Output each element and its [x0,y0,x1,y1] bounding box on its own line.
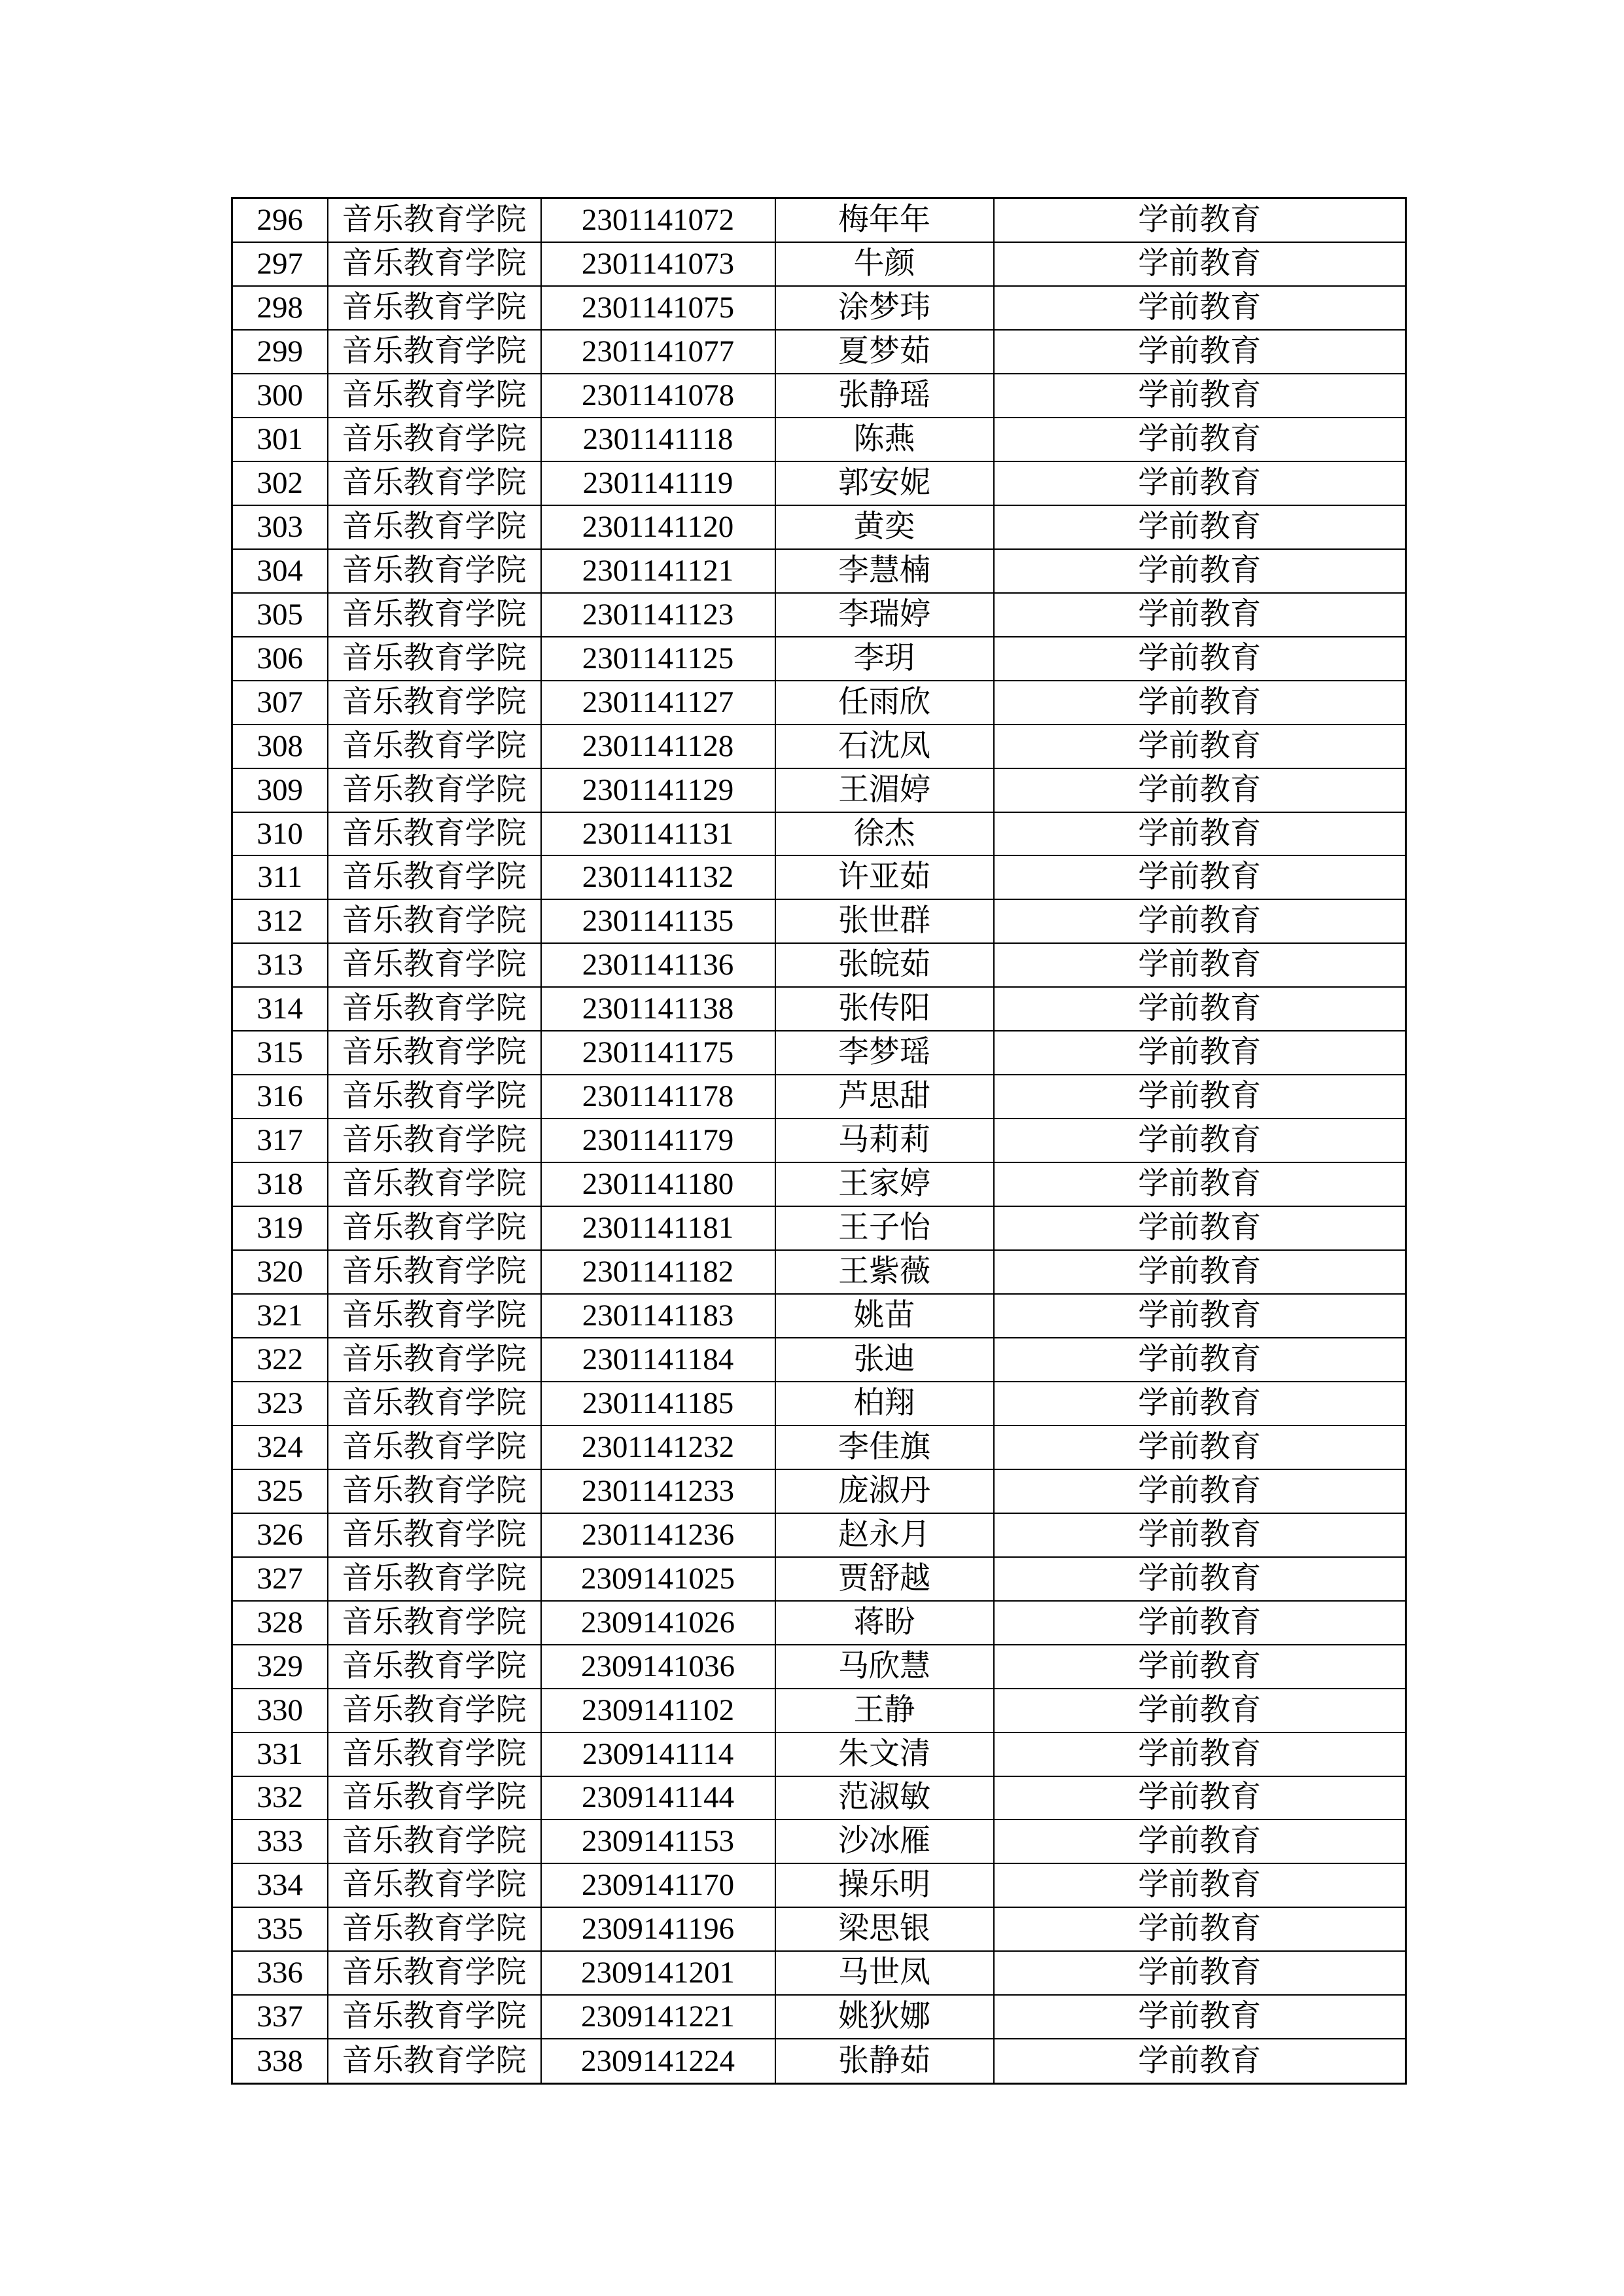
cell-major: 学前教育 [994,1294,1406,1338]
table-row [232,1732,1406,1776]
cell-major: 学前教育 [994,1206,1406,1250]
table-row [232,943,1406,987]
cell-seq: 304 [232,549,328,593]
cell-college: 音乐教育学院 [328,374,541,418]
table-row [232,1557,1406,1601]
cell-college: 音乐教育学院 [328,812,541,856]
cell-major: 学前教育 [994,505,1406,549]
cell-college: 音乐教育学院 [328,1776,541,1820]
cell-major: 学前教育 [994,812,1406,856]
cell-college: 音乐教育学院 [328,768,541,812]
table-row [232,1645,1406,1689]
table-row [232,1250,1406,1294]
cell-seq: 317 [232,1119,328,1162]
cell-college: 音乐教育学院 [328,637,541,681]
table-row [232,1469,1406,1513]
cell-student-id: 2301141180 [541,1162,775,1206]
cell-seq: 329 [232,1645,328,1689]
cell-major: 学前教育 [994,1689,1406,1732]
cell-student-id: 2301141129 [541,768,775,812]
cell-major: 学前教育 [994,1250,1406,1294]
table-row [232,1689,1406,1732]
cell-seq: 297 [232,242,328,286]
cell-student-id: 2301141075 [541,286,775,330]
cell-seq: 300 [232,374,328,418]
cell-student-id: 2301141072 [541,198,775,243]
cell-college: 音乐教育学院 [328,1513,541,1557]
cell-college: 音乐教育学院 [328,330,541,374]
cell-name: 姚苗 [775,1294,994,1338]
cell-student-id: 2301141182 [541,1250,775,1294]
table-row [232,1907,1406,1951]
cell-student-id: 2301141073 [541,242,775,286]
cell-college: 音乐教育学院 [328,725,541,768]
table-row [232,549,1406,593]
cell-student-id: 2301141127 [541,681,775,725]
cell-student-id: 2301141077 [541,330,775,374]
cell-seq: 330 [232,1689,328,1732]
cell-major: 学前教育 [994,637,1406,681]
cell-name: 姚狄娜 [775,1995,994,2039]
cell-major: 学前教育 [994,1031,1406,1075]
cell-student-id: 2309141144 [541,1776,775,1820]
table-row [232,2039,1406,2083]
cell-seq: 333 [232,1820,328,1863]
cell-seq: 312 [232,899,328,943]
cell-student-id: 2301141184 [541,1338,775,1382]
cell-college: 音乐教育学院 [328,549,541,593]
cell-major: 学前教育 [994,768,1406,812]
cell-name: 李慧楠 [775,549,994,593]
cell-student-id: 2301141136 [541,943,775,987]
cell-college: 音乐教育学院 [328,2039,541,2083]
cell-name: 张静茹 [775,2039,994,2083]
cell-college: 音乐教育学院 [328,1031,541,1075]
cell-name: 王静 [775,1689,994,1732]
cell-seq: 324 [232,1426,328,1469]
cell-major: 学前教育 [994,1995,1406,2039]
cell-major: 学前教育 [994,855,1406,899]
cell-major: 学前教育 [994,1907,1406,1951]
cell-college: 音乐教育学院 [328,1951,541,1995]
cell-major: 学前教育 [994,549,1406,593]
cell-name: 郭安妮 [775,461,994,505]
cell-college: 音乐教育学院 [328,505,541,549]
cell-name: 梅年年 [775,198,994,243]
cell-student-id: 2309141224 [541,2039,775,2083]
table-row [232,725,1406,768]
cell-major: 学前教育 [994,418,1406,461]
cell-student-id: 2309141036 [541,1645,775,1689]
cell-major: 学前教育 [994,1162,1406,1206]
table-row [232,987,1406,1031]
cell-college: 音乐教育学院 [328,1426,541,1469]
cell-student-id: 2301141135 [541,899,775,943]
cell-major: 学前教育 [994,1426,1406,1469]
table-row [232,374,1406,418]
cell-major: 学前教育 [994,1863,1406,1907]
cell-major: 学前教育 [994,1645,1406,1689]
cell-name: 涂梦玮 [775,286,994,330]
table-row [232,418,1406,461]
cell-name: 梁思银 [775,1907,994,1951]
cell-seq: 313 [232,943,328,987]
table-row [232,1294,1406,1338]
cell-seq: 322 [232,1338,328,1382]
table-row [232,1513,1406,1557]
cell-seq: 321 [232,1294,328,1338]
cell-name: 马莉莉 [775,1119,994,1162]
cell-name: 王紫薇 [775,1250,994,1294]
cell-seq: 307 [232,681,328,725]
cell-major: 学前教育 [994,1075,1406,1119]
cell-seq: 320 [232,1250,328,1294]
cell-name: 夏梦茹 [775,330,994,374]
student-roster-body [232,198,1406,2084]
table-row [232,1338,1406,1382]
cell-college: 音乐教育学院 [328,1162,541,1206]
cell-major: 学前教育 [994,242,1406,286]
table-row [232,855,1406,899]
table-row [232,1601,1406,1645]
cell-seq: 306 [232,637,328,681]
cell-college: 音乐教育学院 [328,899,541,943]
cell-major: 学前教育 [994,461,1406,505]
cell-major: 学前教育 [994,374,1406,418]
cell-student-id: 2309141114 [541,1732,775,1776]
cell-name: 柏翔 [775,1382,994,1426]
cell-college: 音乐教育学院 [328,1863,541,1907]
cell-student-id: 2301141179 [541,1119,775,1162]
cell-name: 陈燕 [775,418,994,461]
cell-major: 学前教育 [994,1951,1406,1995]
cell-student-id: 2301141175 [541,1031,775,1075]
cell-name: 李梦瑶 [775,1031,994,1075]
table-row [232,286,1406,330]
cell-student-id: 2301141138 [541,987,775,1031]
student-roster-table [231,197,1407,2085]
cell-seq: 309 [232,768,328,812]
cell-name: 范淑敏 [775,1776,994,1820]
table-row [232,593,1406,637]
cell-name: 王家婷 [775,1162,994,1206]
table-row [232,1206,1406,1250]
cell-name: 芦思甜 [775,1075,994,1119]
cell-college: 音乐教育学院 [328,1075,541,1119]
table-row [232,1426,1406,1469]
cell-college: 音乐教育学院 [328,418,541,461]
cell-college: 音乐教育学院 [328,1645,541,1689]
cell-college: 音乐教育学院 [328,1250,541,1294]
cell-college: 音乐教育学院 [328,198,541,243]
cell-college: 音乐教育学院 [328,461,541,505]
table-row [232,1075,1406,1119]
cell-major: 学前教育 [994,1382,1406,1426]
cell-college: 音乐教育学院 [328,1469,541,1513]
cell-student-id: 2301141128 [541,725,775,768]
cell-name: 李佳旗 [775,1426,994,1469]
table-row [232,330,1406,374]
cell-seq: 302 [232,461,328,505]
table-row [232,1995,1406,2039]
cell-seq: 335 [232,1907,328,1951]
cell-name: 张皖茹 [775,943,994,987]
cell-student-id: 2301141185 [541,1382,775,1426]
cell-name: 马欣慧 [775,1645,994,1689]
cell-college: 音乐教育学院 [328,1689,541,1732]
cell-college: 音乐教育学院 [328,1338,541,1382]
cell-seq: 299 [232,330,328,374]
cell-student-id: 2309141153 [541,1820,775,1863]
cell-seq: 305 [232,593,328,637]
cell-name: 牛颜 [775,242,994,286]
cell-major: 学前教育 [994,330,1406,374]
cell-seq: 326 [232,1513,328,1557]
cell-college: 音乐教育学院 [328,943,541,987]
table-row [232,1382,1406,1426]
cell-seq: 315 [232,1031,328,1075]
cell-student-id: 2301141181 [541,1206,775,1250]
table-row [232,242,1406,286]
cell-name: 王子怡 [775,1206,994,1250]
table-row [232,681,1406,725]
cell-student-id: 2301141125 [541,637,775,681]
cell-name: 张迪 [775,1338,994,1382]
cell-student-id: 2309141102 [541,1689,775,1732]
cell-college: 音乐教育学院 [328,1601,541,1645]
cell-seq: 328 [232,1601,328,1645]
cell-student-id: 2309141170 [541,1863,775,1907]
cell-name: 徐杰 [775,812,994,856]
cell-student-id: 2301141078 [541,374,775,418]
cell-seq: 338 [232,2039,328,2083]
cell-student-id: 2301141232 [541,1426,775,1469]
cell-major: 学前教育 [994,1601,1406,1645]
cell-college: 音乐教育学院 [328,855,541,899]
cell-major: 学前教育 [994,1557,1406,1601]
cell-college: 音乐教育学院 [328,1206,541,1250]
cell-major: 学前教育 [994,1776,1406,1820]
cell-name: 李瑞婷 [775,593,994,637]
cell-college: 音乐教育学院 [328,1382,541,1426]
cell-student-id: 2309141201 [541,1951,775,1995]
cell-college: 音乐教育学院 [328,286,541,330]
cell-seq: 308 [232,725,328,768]
table-row [232,812,1406,856]
cell-seq: 298 [232,286,328,330]
cell-name: 朱文清 [775,1732,994,1776]
cell-seq: 331 [232,1732,328,1776]
cell-major: 学前教育 [994,725,1406,768]
table-row [232,1951,1406,1995]
cell-name: 任雨欣 [775,681,994,725]
cell-major: 学前教育 [994,681,1406,725]
cell-name: 贾舒越 [775,1557,994,1601]
table-row [232,461,1406,505]
cell-student-id: 2301141120 [541,505,775,549]
cell-major: 学前教育 [994,286,1406,330]
table-row [232,198,1406,243]
cell-student-id: 2301141121 [541,549,775,593]
table-row [232,1119,1406,1162]
cell-student-id: 2309141196 [541,1907,775,1951]
cell-name: 张传阳 [775,987,994,1031]
cell-major: 学前教育 [994,1820,1406,1863]
cell-name: 马世凤 [775,1951,994,1995]
cell-seq: 336 [232,1951,328,1995]
cell-major: 学前教育 [994,1119,1406,1162]
cell-seq: 314 [232,987,328,1031]
cell-major: 学前教育 [994,1513,1406,1557]
cell-seq: 327 [232,1557,328,1601]
cell-student-id: 2301141178 [541,1075,775,1119]
cell-seq: 325 [232,1469,328,1513]
cell-name: 王湄婷 [775,768,994,812]
cell-seq: 337 [232,1995,328,2039]
cell-seq: 319 [232,1206,328,1250]
cell-name: 张静瑶 [775,374,994,418]
table-row [232,1162,1406,1206]
cell-college: 音乐教育学院 [328,1557,541,1601]
cell-name: 张世群 [775,899,994,943]
cell-student-id: 2301141132 [541,855,775,899]
cell-major: 学前教育 [994,1338,1406,1382]
cell-student-id: 2309141026 [541,1601,775,1645]
cell-seq: 318 [232,1162,328,1206]
cell-major: 学前教育 [994,198,1406,243]
cell-major: 学前教育 [994,593,1406,637]
cell-major: 学前教育 [994,987,1406,1031]
cell-name: 赵永月 [775,1513,994,1557]
cell-seq: 301 [232,418,328,461]
cell-seq: 332 [232,1776,328,1820]
cell-student-id: 2309141025 [541,1557,775,1601]
cell-college: 音乐教育学院 [328,593,541,637]
cell-student-id: 2301141119 [541,461,775,505]
table-row [232,768,1406,812]
cell-major: 学前教育 [994,2039,1406,2083]
cell-seq: 334 [232,1863,328,1907]
cell-student-id: 2301141123 [541,593,775,637]
cell-college: 音乐教育学院 [328,1820,541,1863]
cell-student-id: 2301141131 [541,812,775,856]
cell-college: 音乐教育学院 [328,1732,541,1776]
cell-seq: 303 [232,505,328,549]
cell-seq: 311 [232,855,328,899]
cell-name: 庞淑丹 [775,1469,994,1513]
cell-college: 音乐教育学院 [328,987,541,1031]
cell-major: 学前教育 [994,1732,1406,1776]
cell-college: 音乐教育学院 [328,1995,541,2039]
cell-student-id: 2301141183 [541,1294,775,1338]
cell-student-id: 2301141236 [541,1513,775,1557]
cell-major: 学前教育 [994,899,1406,943]
cell-seq: 296 [232,198,328,243]
cell-seq: 310 [232,812,328,856]
cell-seq: 316 [232,1075,328,1119]
table-row [232,1031,1406,1075]
cell-student-id: 2301141233 [541,1469,775,1513]
cell-major: 学前教育 [994,1469,1406,1513]
cell-name: 李玥 [775,637,994,681]
table-row [232,1863,1406,1907]
cell-college: 音乐教育学院 [328,1119,541,1162]
cell-major: 学前教育 [994,943,1406,987]
table-row [232,899,1406,943]
table-row [232,1820,1406,1863]
table-row [232,1776,1406,1820]
cell-name: 蒋盼 [775,1601,994,1645]
cell-college: 音乐教育学院 [328,1294,541,1338]
table-row [232,505,1406,549]
cell-name: 黄奕 [775,505,994,549]
cell-name: 许亚茹 [775,855,994,899]
cell-name: 操乐明 [775,1863,994,1907]
cell-college: 音乐教育学院 [328,242,541,286]
cell-name: 石沈凤 [775,725,994,768]
cell-name: 沙冰雁 [775,1820,994,1863]
cell-student-id: 2309141221 [541,1995,775,2039]
cell-student-id: 2301141118 [541,418,775,461]
cell-college: 音乐教育学院 [328,1907,541,1951]
cell-college: 音乐教育学院 [328,681,541,725]
cell-seq: 323 [232,1382,328,1426]
table-row [232,637,1406,681]
